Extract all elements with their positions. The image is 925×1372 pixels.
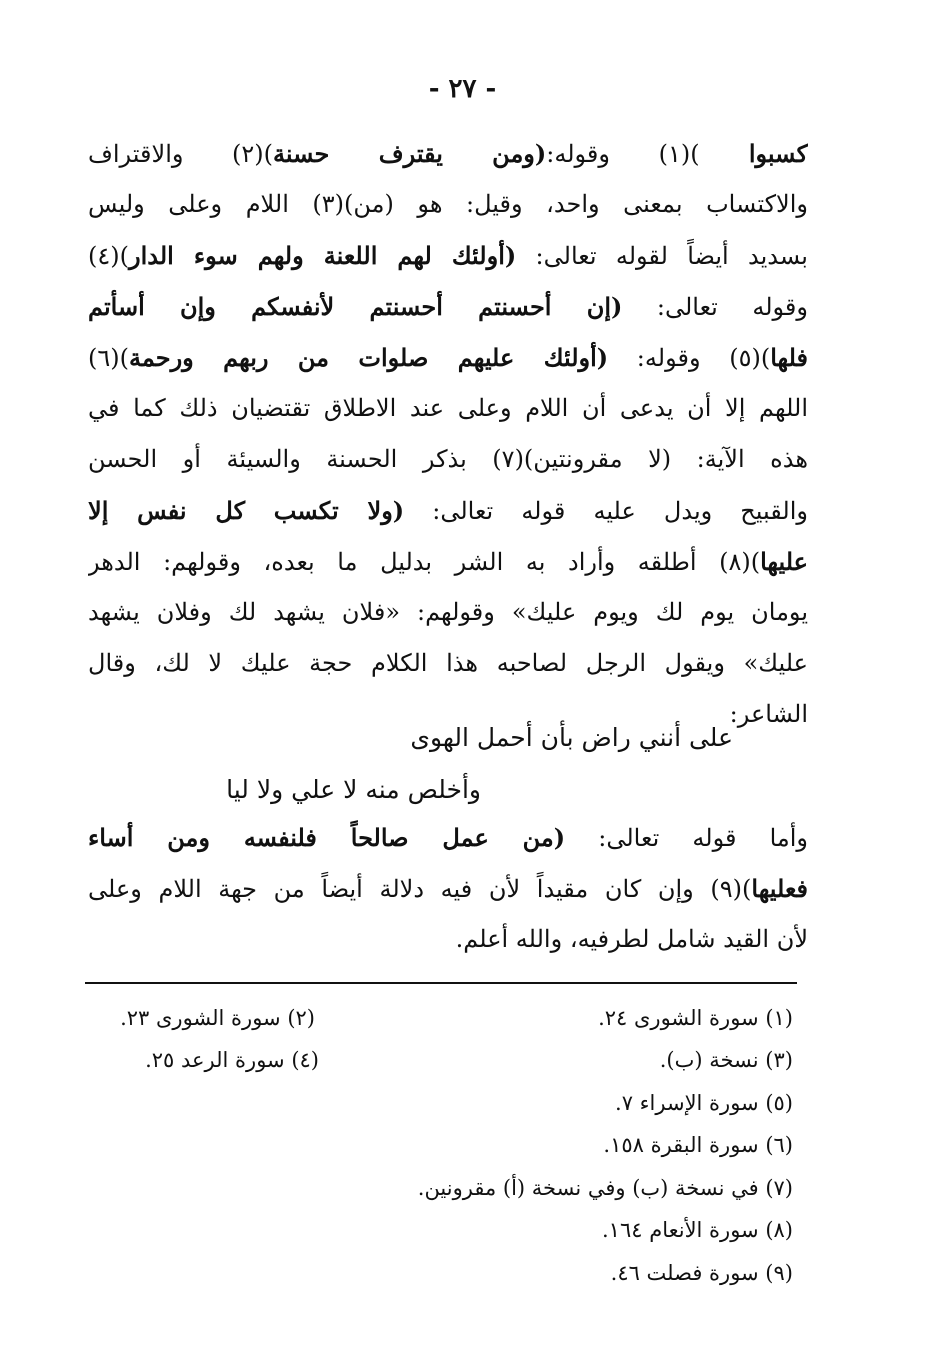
text-segment: والاكتساب بمعنى واحد، وقيل: هو (من)(٣) اللام وعلى وليس <box>88 190 808 218</box>
page-number: - ٢٧ - <box>428 74 497 104</box>
quran-quote: كسبوا <box>699 139 808 168</box>
paragraph-1 <box>88 128 808 740</box>
footnote-7: (٧) في نسخة (ب) وفي نسخة (أ) مقرونين. <box>417 1176 793 1200</box>
text-segment: وأما قوله تعالى: <box>565 824 808 852</box>
footnote-2: (٢) سورة الشورى ٢٣. <box>120 1006 315 1030</box>
quran-quote: عليها <box>760 547 808 576</box>
paragraph-1-line <box>88 230 808 281</box>
text-segment: يومان يوم لك ويوم عليك» وقولهم: «فلان يشهد لك وفلان يشهد <box>88 598 808 626</box>
footnote-3: (٣) نسخة (ب). <box>659 1048 793 1072</box>
paragraph-1-line <box>88 638 808 689</box>
footnote-6: (٦) سورة البقرة ١٥٨. <box>603 1133 793 1157</box>
text-segment: والقبيح ويدل عليه قوله تعالى: <box>404 497 808 525</box>
paragraph-1-line <box>88 536 808 587</box>
text-segment: )(٤) <box>88 242 129 270</box>
quran-quote: (ومن يقترف حسنة <box>273 139 547 168</box>
paragraph-1-line <box>88 179 808 230</box>
paragraph-1-line <box>88 485 808 536</box>
paragraph-1-line <box>88 281 808 332</box>
verse-hemistich-2: وأخلص منه لا علي ولا ليا <box>226 775 481 804</box>
quran-quote: (إن أحسنتم أحسنتم لأنفسكم وإن أسأتم <box>88 292 623 321</box>
footnote-5: (٥) سورة الإسراء ٧. <box>615 1091 793 1115</box>
text-segment: عليك» ويقول الرجل لصاحبه هذا الكلام حجة عليك لا لك، وقال <box>88 649 808 677</box>
footnote-9: (٩) سورة فصلت ٤٦. <box>610 1261 793 1285</box>
quran-quote: (أولئك عليهم صلوات من ربهم ورحمة <box>129 343 609 372</box>
text-segment: لأن القيد شامل لطرفيه، والله أعلم. <box>455 925 808 953</box>
paragraph-1-line <box>88 128 808 179</box>
footnote-divider <box>85 982 797 984</box>
paragraph-1-line <box>88 434 808 485</box>
text-segment: )(٨) أطلقه وأراد به الشر بدليل ما بعده، وقولهم: الدهر <box>88 548 761 576</box>
paragraph-2 <box>88 812 808 965</box>
text-segment: )(٥) وقوله: <box>608 344 771 372</box>
quran-quote: (أولئك لهم اللعنة ولهم سوء الدار <box>129 241 517 270</box>
paragraph-1-line <box>88 332 808 383</box>
quran-quote: (من عمل صالحاً فلنفسه ومن أساء <box>88 823 566 852</box>
quran-quote: فعليها <box>751 874 808 903</box>
footnote-1: (١) سورة الشورى ٢٤. <box>598 1006 793 1030</box>
footnote-8: (٨) سورة الأنعام ١٦٤. <box>601 1218 793 1242</box>
text-segment: )(١) وقوله: <box>546 140 700 168</box>
footnote-4: (٤) سورة الرعد ٢٥. <box>145 1048 319 1072</box>
text-segment: )(٢) والاقتراف <box>88 140 274 168</box>
paragraph-2-line <box>88 914 808 965</box>
text-segment: اللهم إلا أن يدعى أن اللام وعلى عند الاطلاق تقتضيان ذلك كما في <box>88 394 808 422</box>
text-segment: الشاعر: <box>729 700 808 728</box>
quran-quote: (ولا تكسب كل نفس إلا <box>88 496 405 525</box>
paragraph-2-line <box>88 863 808 914</box>
text-segment: بسديد أيضاً لقوله تعالى: <box>516 242 808 270</box>
text-segment: هذه الآية: (لا مقرونتين)(٧) بذكر الحسنة والسيئة أو الحسن <box>88 445 808 473</box>
text-segment: وقوله تعالى: <box>622 293 808 321</box>
quran-quote: فلها <box>770 343 808 372</box>
text-segment: )(٩) وإن كان مقيداً لأن فيه دلالة أيضاً من جهة اللام وعلى <box>88 875 752 903</box>
paragraph-2-line <box>88 812 808 863</box>
verse-hemistich-1: على أنني راض بأن أحمل الهوى <box>410 723 733 752</box>
text-segment: )(٦) <box>88 344 129 372</box>
paragraph-1-line <box>88 383 808 434</box>
paragraph-1-line <box>88 587 808 638</box>
